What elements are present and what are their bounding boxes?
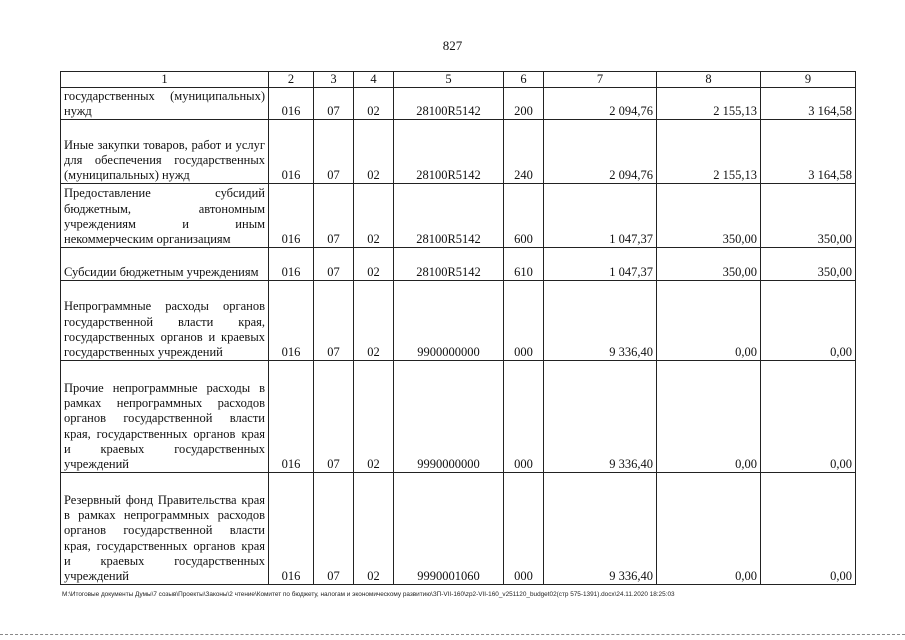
- column-header: 8: [657, 72, 761, 88]
- expense-type-code: 000: [504, 473, 544, 585]
- table-row: [61, 184, 856, 248]
- ministry-code: 016: [269, 361, 314, 473]
- amount-col8: 350,00: [657, 248, 761, 281]
- column-header: 9: [761, 72, 856, 88]
- ministry-code: 016: [269, 281, 314, 361]
- amount-col7: 9 336,40: [544, 473, 657, 585]
- table-row: [61, 120, 856, 184]
- section-code: 07: [314, 184, 354, 248]
- amount-col8: 0,00: [657, 281, 761, 361]
- expense-type-code: 000: [504, 361, 544, 473]
- amount-col7: 1 047,37: [544, 184, 657, 248]
- target-article-code: 28100R5142: [394, 248, 504, 281]
- ministry-code: 016: [269, 473, 314, 585]
- table-row: [61, 248, 856, 281]
- ministry-code: 016: [269, 248, 314, 281]
- column-header: 7: [544, 72, 657, 88]
- table-row: [61, 281, 856, 361]
- amount-col7: 1 047,37: [544, 248, 657, 281]
- target-article-code: 28100R5142: [394, 88, 504, 120]
- column-header: 1: [61, 72, 269, 88]
- section-code: 07: [314, 473, 354, 585]
- section-code: 07: [314, 281, 354, 361]
- amount-col9: 350,00: [761, 184, 856, 248]
- expense-type-code: 200: [504, 88, 544, 120]
- ministry-code: 016: [269, 120, 314, 184]
- amount-col8: 2 155,13: [657, 88, 761, 120]
- page-number: 827: [442, 38, 463, 53]
- amount-col9: 3 164,58: [761, 120, 856, 184]
- budget-table: [60, 71, 856, 585]
- subsection-code: 02: [354, 281, 394, 361]
- section-code: 07: [314, 248, 354, 281]
- section-code: 07: [314, 120, 354, 184]
- table-row: [61, 361, 856, 473]
- amount-col9: 350,00: [761, 248, 856, 281]
- amount-col9: 0,00: [761, 361, 856, 473]
- column-header: 5: [394, 72, 504, 88]
- expense-name: Резервный фонд Правительства края в рамках непрограммных расходов органов государственной власти края, государственных органов края и краевых государственных учреждений: [61, 473, 269, 585]
- document-path-footer: M:\Итоговые документы Думы\7 созыв\Проекты\Законы\2 чтение\Комитет по бюджету, налогам и экономическому развитию\ЗП-VII-160\zp2-VII-160_v251120_budget02(стр 575-1391).docx\24.11.2020 18:25:03: [62, 591, 675, 598]
- expense-name: Субсидии бюджетным учреждениям: [61, 248, 269, 281]
- ministry-code: 016: [269, 88, 314, 120]
- subsection-code: 02: [354, 473, 394, 585]
- expense-name: Непрограммные расходы органов государственной власти края, государственных органов и краевых государственных учреждений: [61, 281, 269, 361]
- column-header: 4: [354, 72, 394, 88]
- ministry-code: 016: [269, 184, 314, 248]
- target-article-code: 9990000000: [394, 361, 504, 473]
- section-code: 07: [314, 88, 354, 120]
- column-header: 3: [314, 72, 354, 88]
- amount-col7: 2 094,76: [544, 120, 657, 184]
- expense-name: государственных (муниципальных) нужд: [61, 88, 269, 120]
- amount-col9: 0,00: [761, 473, 856, 585]
- amount-col8: 0,00: [657, 361, 761, 473]
- expense-name: Иные закупки товаров, работ и услуг для обеспечения государственных (муниципальных) нужд: [61, 120, 269, 184]
- expense-type-code: 240: [504, 120, 544, 184]
- header-row: [61, 72, 856, 88]
- scan-edge-line: [0, 634, 905, 636]
- subsection-code: 02: [354, 248, 394, 281]
- subsection-code: 02: [354, 120, 394, 184]
- amount-col9: 3 164,58: [761, 88, 856, 120]
- target-article-code: 9990001060: [394, 473, 504, 585]
- expense-type-code: 610: [504, 248, 544, 281]
- section-code: 07: [314, 361, 354, 473]
- amount-col9: 0,00: [761, 281, 856, 361]
- target-article-code: 9900000000: [394, 281, 504, 361]
- amount-col8: 350,00: [657, 184, 761, 248]
- amount-col8: 0,00: [657, 473, 761, 585]
- subsection-code: 02: [354, 361, 394, 473]
- expense-type-code: 600: [504, 184, 544, 248]
- expense-name: Предоставление субсидий бюджетным, автономным учреждениям и иным некоммерческим организациям: [61, 184, 269, 248]
- table-row: [61, 473, 856, 585]
- target-article-code: 28100R5142: [394, 120, 504, 184]
- subsection-code: 02: [354, 184, 394, 248]
- expense-type-code: 000: [504, 281, 544, 361]
- column-header: 2: [269, 72, 314, 88]
- amount-col7: 9 336,40: [544, 281, 657, 361]
- target-article-code: 28100R5142: [394, 184, 504, 248]
- amount-col7: 2 094,76: [544, 88, 657, 120]
- subsection-code: 02: [354, 88, 394, 120]
- expense-name: Прочие непрограммные расходы в рамках непрограммных расходов органов государственной власти края, государственных органов края и краевых государственных учреждений: [61, 361, 269, 473]
- table-row: [61, 88, 856, 120]
- column-header: 6: [504, 72, 544, 88]
- amount-col8: 2 155,13: [657, 120, 761, 184]
- amount-col7: 9 336,40: [544, 361, 657, 473]
